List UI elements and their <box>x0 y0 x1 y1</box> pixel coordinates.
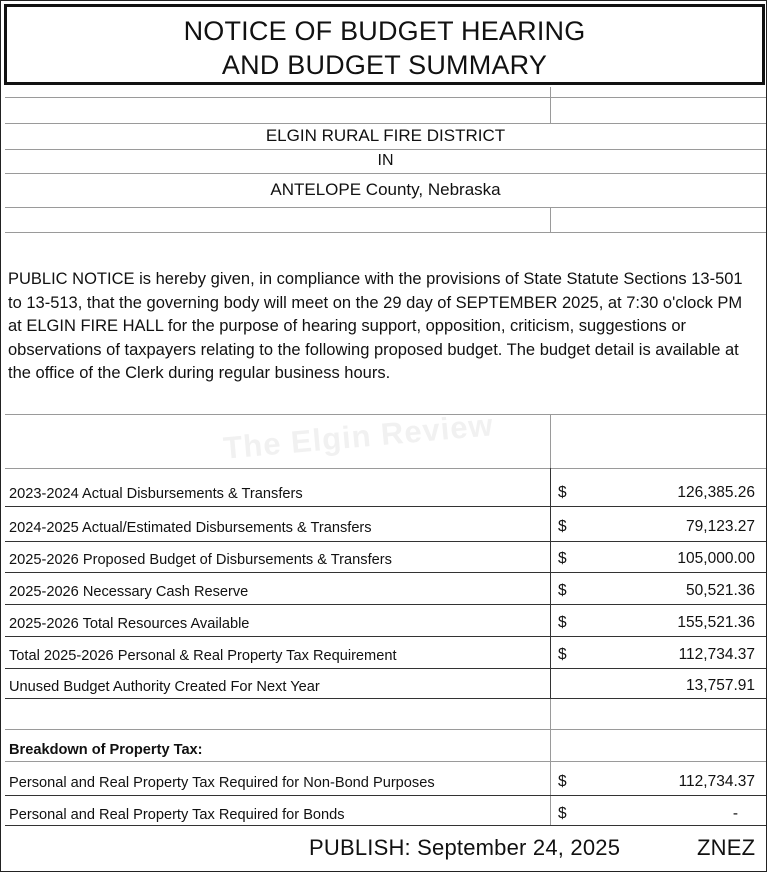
row-amount: 112,734.37 <box>678 773 755 790</box>
row-label: 2025-2026 Necessary Cash Reserve <box>9 584 249 600</box>
entity-name: ELGIN RURAL FIRE DISTRICT <box>265 126 506 145</box>
row-amount: 112,734.37 <box>678 646 755 663</box>
row-label: Total 2025-2026 Personal & Real Property Tax Requirement <box>9 648 397 664</box>
row-amount: 13,757.91 <box>686 677 755 694</box>
dollar-sign: $ <box>558 805 567 822</box>
dollar-sign: $ <box>558 518 567 535</box>
row-label: 2024-2025 Actual/Estimated Disbursements & Transfers <box>9 520 372 536</box>
title-box <box>4 4 765 85</box>
entity-in: IN <box>377 152 394 169</box>
row-amount: 79,123.27 <box>686 518 755 535</box>
title-line-2: AND BUDGET SUMMARY <box>221 50 548 80</box>
dollar-sign: $ <box>558 646 567 663</box>
entity-county: ANTELOPE County, Nebraska <box>270 180 501 199</box>
dollar-sign: $ <box>558 582 567 599</box>
dollar-sign: $ <box>558 614 567 631</box>
publish-date: PUBLISH: September 24, 2025 <box>309 835 621 860</box>
row-amount: 50,521.36 <box>686 582 755 599</box>
row-label: 2025-2026 Total Resources Available <box>9 616 250 632</box>
publication-code: ZNEZ <box>697 835 756 860</box>
dollar-sign: $ <box>558 484 567 501</box>
breakdown-heading: Breakdown of Property Tax: <box>9 742 203 758</box>
row-label: 2023-2024 Actual Disbursements & Transfers <box>9 486 303 502</box>
row-label: Personal and Real Property Tax Required for Bonds <box>9 807 345 823</box>
row-label: 2025-2026 Proposed Budget of Disbursements & Transfers <box>9 552 392 568</box>
title-line-1: NOTICE OF BUDGET HEARING <box>183 16 586 46</box>
row-label: Personal and Real Property Tax Required for Non-Bond Purposes <box>9 775 435 791</box>
row-amount: - <box>732 805 738 822</box>
row-amount: 126,385.26 <box>677 484 755 501</box>
row-amount: 105,000.00 <box>677 550 755 567</box>
dollar-sign: $ <box>558 550 567 567</box>
row-amount: 155,521.36 <box>677 614 755 631</box>
public-notice-text: PUBLIC NOTICE is hereby given, in compliance with the provisions of State Statute Sections 13-501 to 13-513, that the governing body will meet on the 29 day of SEPTEMBER 2025, at 7:30 o'clock PM at ELGIN FIRE HALL for the purpose of hearing support, opposition, criticism, suggestions or observations of taxpayers relating to the following proposed budget. The budget detail is available at the office of the Clerk during regular business hours. <box>8 270 743 382</box>
row-label: Unused Budget Authority Created For Next Year <box>9 679 320 695</box>
dollar-sign: $ <box>558 773 567 790</box>
watermark: The Elgin Review <box>221 407 495 466</box>
